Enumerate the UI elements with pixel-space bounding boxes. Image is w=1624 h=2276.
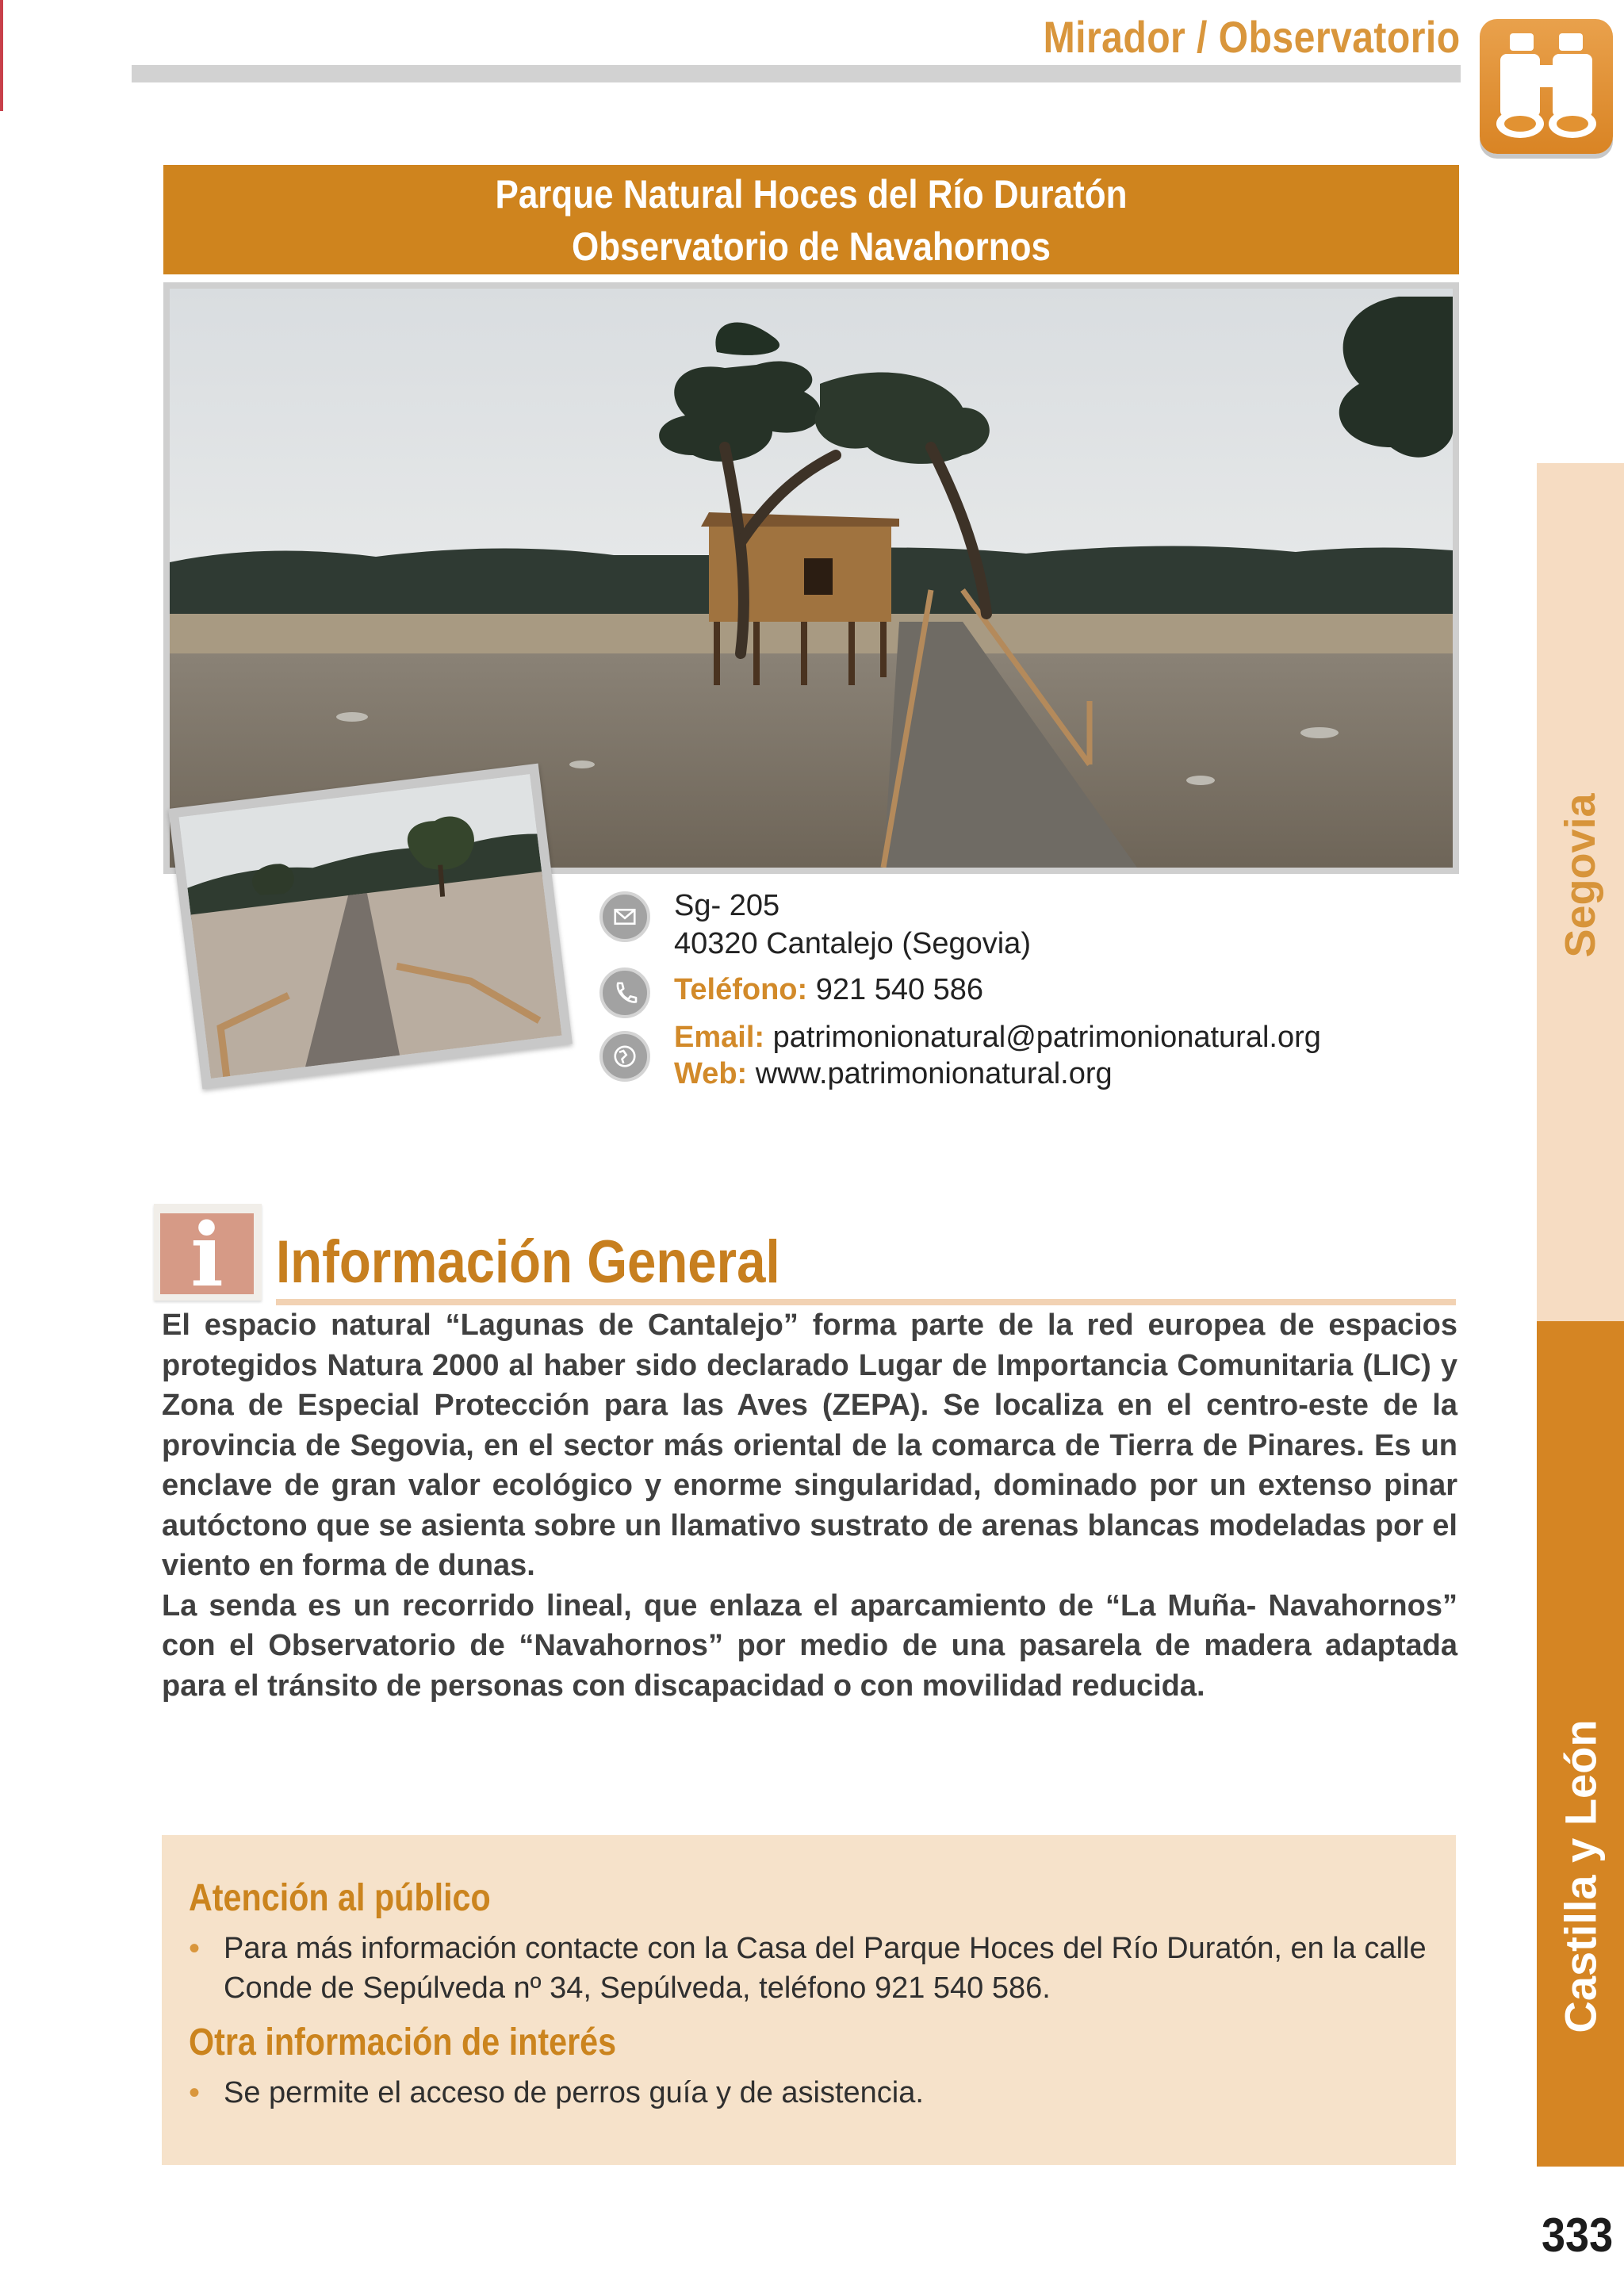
other-info-heading: Otra información de interés: [189, 2021, 617, 2063]
header-rule: [132, 65, 1461, 82]
section-heading: Información General: [276, 1228, 780, 1296]
web-link[interactable]: www.patrimonionatural.org: [755, 1057, 1113, 1090]
phone-row: [674, 971, 983, 1009]
phone-number: 921 540 586: [815, 973, 984, 1006]
province-tab: [1537, 463, 1624, 1321]
email-label: Email:: [674, 1021, 765, 1054]
public-info-box: [162, 1835, 1456, 2165]
title-banner: [163, 165, 1459, 274]
region-label: Castilla y León: [1555, 1719, 1606, 2033]
address-line1: Sg- 205: [674, 889, 780, 922]
web-label: Web:: [674, 1057, 748, 1090]
title-line2: Observatorio de Navahornos: [572, 224, 1051, 269]
other-info-list: [189, 2073, 1442, 2113]
observatory-photo-illustration: [170, 289, 1453, 868]
public-heading: Atención al público: [189, 1877, 491, 1919]
list-item: • Se permite el acceso de perros guía y de asistencia.: [189, 2073, 1442, 2113]
region-tab: [1537, 1321, 1624, 2167]
secondary-photo: [168, 764, 573, 1090]
info-paragraph-2: La senda es un recorrido lineal, que enlaza el aparcamiento de “La Muña- Navahornos” con el Observatorio de “Navahornos” por medio de una pasarela de madera adaptada para el tránsito de personas con discapacidad o con movilidad reducida.: [162, 1588, 1457, 1703]
province-label: Segovia: [1557, 793, 1604, 958]
page-number: 333: [1541, 2209, 1613, 2262]
title-line1: Parque Natural Hoces del Río Duratón: [495, 172, 1128, 216]
binoculars-icon: [1480, 19, 1613, 154]
mail-icon: [599, 891, 650, 942]
boardwalk-photo-illustration: [178, 774, 561, 1079]
info-body: [162, 1305, 1457, 1706]
web-row: [674, 1055, 1113, 1093]
email-row: [674, 1018, 1321, 1056]
email-address[interactable]: patrimonionatural@patrimonionatural.org: [772, 1021, 1321, 1054]
info-icon: [154, 1204, 262, 1306]
category-title: Mirador / Observatorio: [1044, 12, 1461, 62]
list-item: • Para más información contacte con la Casa del Parque Hoces del Río Duratón, en la calle Conde de Sepúlveda nº 34, Sepúlveda, teléfono 921 540 586.: [189, 1929, 1442, 2008]
edge-mark: [0, 0, 3, 111]
phone-icon: [599, 967, 650, 1018]
public-list: [189, 1929, 1442, 2008]
address-line2: 40320 Cantalejo (Segovia): [674, 927, 1031, 960]
info-paragraph-1: El espacio natural “Lagunas de Cantalejo” forma parte de la red europea de espacios protegidos Natura 2000 al haber sido declarado Lugar de Importancia Comunitaria (LIC) y Zona de Especial Protección para las Aves (ZEPA). Se localiza en el centro-este de la provincia de Segovia, en el sector más oriental de la comarca de Tierra de Pinares. Es un enclave de gran valor ecológico y enorme singularidad, dominado por un extenso pinar autóctono que se asienta sobre un llamativo sustrato de arenas blancas modeladas por el viento en forma de dunas.: [162, 1309, 1457, 1582]
section-underline: [276, 1299, 1456, 1305]
phone-label: Teléfono:: [674, 973, 808, 1006]
globe-icon: [599, 1031, 650, 1082]
info-letter: i: [160, 1213, 254, 1294]
